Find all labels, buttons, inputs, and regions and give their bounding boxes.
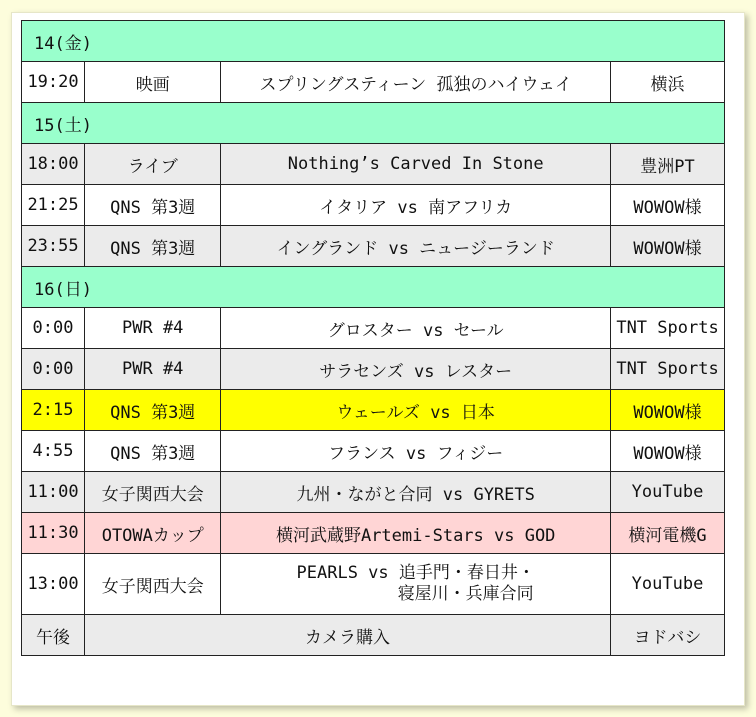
time-cell: 21:25 (22, 185, 85, 226)
time-cell: 午後 (22, 615, 85, 656)
table-row (22, 472, 725, 513)
title-cell: グロスター vs セール (221, 308, 611, 349)
title-cell (221, 554, 611, 615)
time-cell: 13:00 (22, 554, 85, 615)
venue-cell: 横浜 (611, 62, 725, 103)
title-cell: サラセンズ vs レスター (221, 349, 611, 390)
category-cell: PWR #4 (85, 349, 221, 390)
venue-cell: 豊洲PT (611, 144, 725, 185)
category-cell: QNS 第3週 (85, 226, 221, 267)
category-cell: 映画 (85, 62, 221, 103)
venue-cell: 横河電機G (611, 513, 725, 554)
title-cell: フランス vs フィジー (221, 431, 611, 472)
venue-cell: WOWOW様 (611, 390, 725, 431)
table-row (22, 615, 725, 656)
category-cell: OTOWAカップ (85, 513, 221, 554)
venue-cell: WOWOW様 (611, 226, 725, 267)
table-row (22, 554, 725, 615)
venue-cell: WOWOW様 (611, 185, 725, 226)
venue-cell: TNT Sports (611, 349, 725, 390)
title-cell: スプリングスティーン 孤独のハイウェイ (221, 62, 611, 103)
time-cell: 19:20 (22, 62, 85, 103)
title-line-1: PEARLS vs 追手門・春日井・ (296, 563, 535, 583)
day-header: 14(金) (22, 21, 725, 62)
day-header-row (22, 21, 725, 62)
time-cell: 0:00 (22, 349, 85, 390)
time-cell: 18:00 (22, 144, 85, 185)
title-cell: Nothing’s Carved In Stone (221, 144, 611, 185)
category-cell: 女子関西大会 (85, 472, 221, 513)
time-cell: 11:30 (22, 513, 85, 554)
venue-cell: ヨドバシ (611, 615, 725, 656)
table-row (22, 226, 725, 267)
title-line-2: 寝屋川・兵庫合同 (397, 584, 534, 604)
table-row (22, 62, 725, 103)
schedule-table (21, 20, 725, 656)
title-cell: イタリア vs 南アフリカ (221, 185, 611, 226)
category-cell: QNS 第3週 (85, 390, 221, 431)
title-cell: イングランド vs ニュージーランド (221, 226, 611, 267)
time-cell: 4:55 (22, 431, 85, 472)
title-cell: カメラ購入 (85, 615, 611, 656)
day-header-row (22, 267, 725, 308)
venue-cell: TNT Sports (611, 308, 725, 349)
day-header-row (22, 103, 725, 144)
category-cell: QNS 第3週 (85, 185, 221, 226)
table-row (22, 144, 725, 185)
table-row-highlight (22, 390, 725, 431)
time-cell: 23:55 (22, 226, 85, 267)
venue-cell: YouTube (611, 554, 725, 615)
category-cell: 女子関西大会 (85, 554, 221, 615)
day-header: 15(土) (22, 103, 725, 144)
table-row-highlight (22, 513, 725, 554)
venue-cell: YouTube (611, 472, 725, 513)
table-row (22, 308, 725, 349)
table-row (22, 349, 725, 390)
time-cell: 11:00 (22, 472, 85, 513)
category-cell: QNS 第3週 (85, 431, 221, 472)
time-cell: 2:15 (22, 390, 85, 431)
category-cell: PWR #4 (85, 308, 221, 349)
day-header: 16(日) (22, 267, 725, 308)
table-row (22, 185, 725, 226)
title-cell: ウェールズ vs 日本 (221, 390, 611, 431)
time-cell: 0:00 (22, 308, 85, 349)
title-cell: 九州・ながと合同 vs GYRETS (221, 472, 611, 513)
table-row (22, 431, 725, 472)
category-cell: ライブ (85, 144, 221, 185)
venue-cell: WOWOW様 (611, 431, 725, 472)
title-cell: 横河武蔵野Artemi-Stars vs GOD (221, 513, 611, 554)
